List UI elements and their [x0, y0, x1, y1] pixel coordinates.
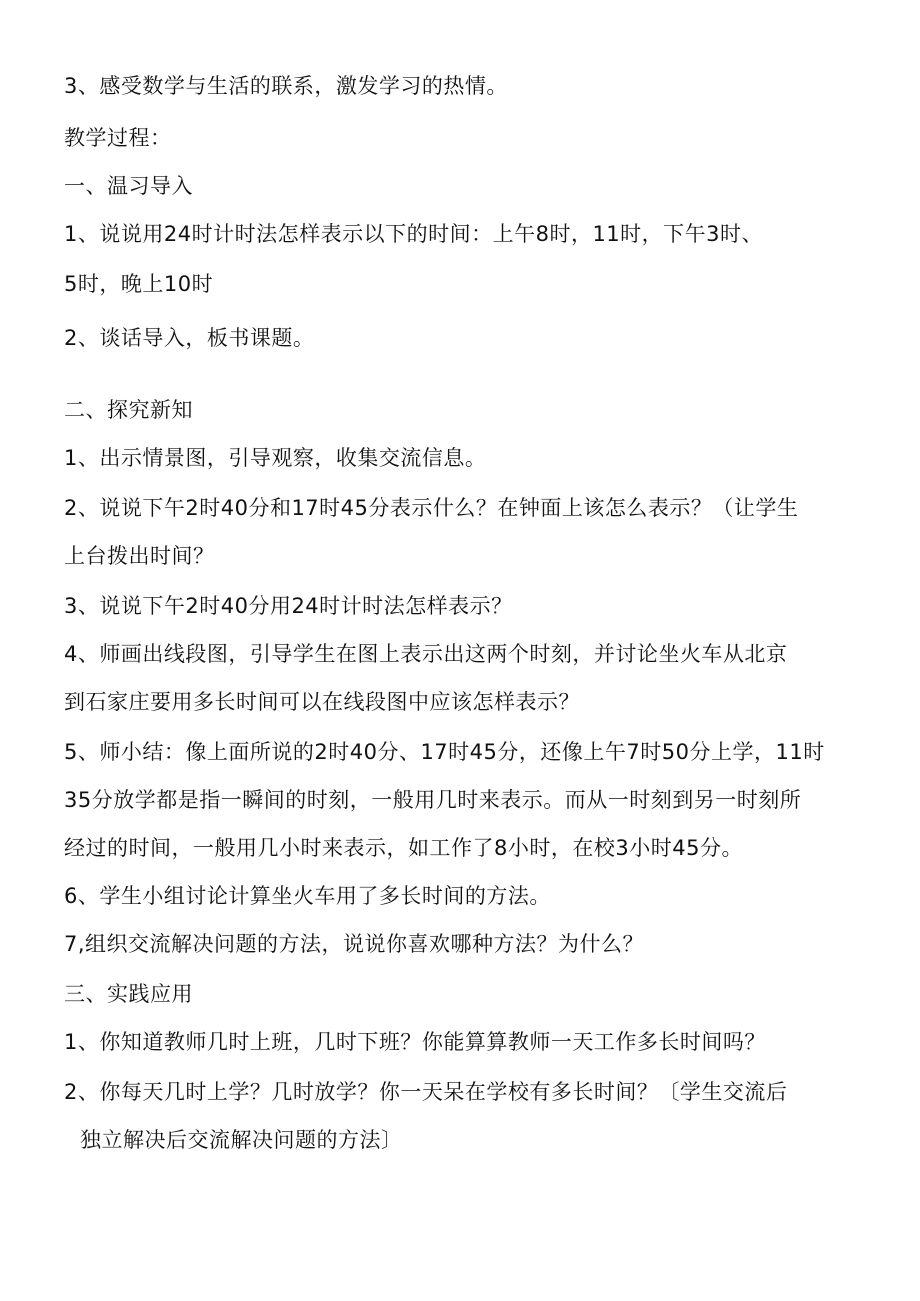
text-line: 1、说说用24时计时法怎样表示以下的时间：上午8时，11时，下午3时、: [64, 222, 764, 246]
text-line: 1、出示情景图，引导观察，收集交流信息。: [64, 446, 487, 470]
text-line: 经过的时间，一般用几小时来表示，如工作了8小时，在校3小时45分。: [64, 836, 743, 860]
text-line: 2、说说下午2时40分和17时45分表示什么？在钟面上该怎么表示？（让学生: [64, 496, 799, 520]
text-line: 5时，晚上10时: [64, 272, 214, 296]
text-line: 3、说说下午2时40分用24时计时法怎样表示？: [64, 594, 513, 618]
text-line: 7,组织交流解决问题的方法，说说你喜欢哪种方法？为什么？: [64, 932, 645, 956]
text-line: 6、学生小组讨论计算坐火车用了多长时间的方法。: [64, 884, 551, 908]
text-line: 上台拨出时间？: [64, 544, 215, 568]
text-line: 35分放学都是指一瞬间的时刻，一般用几时来表示。而从一时刻到另一时刻所: [64, 788, 802, 812]
text-line: 2、你每天几时上学？几时放学？你一天呆在学校有多长时间？〔学生交流后: [64, 1080, 788, 1104]
section-heading: 二、探究新知: [64, 398, 193, 422]
section-heading: 一、温习导入: [64, 174, 193, 198]
section-heading: 教学过程：: [64, 126, 172, 150]
text-line: 4、师画出线段图，引导学生在图上表示出这两个时刻，并讨论坐火车从北京: [64, 642, 788, 666]
section-heading: 三、实践应用: [64, 982, 193, 1006]
text-line: 2、谈话导入，板书课题。: [64, 326, 315, 350]
text-line: 3、感受数学与生活的联系，激发学习的热情。: [64, 74, 508, 98]
text-line: 5、师小结：像上面所说的2时40分、17时45分，还像上午7时50分上学，11时: [64, 740, 825, 764]
text-line: 1、你知道教师几时上班，几时下班？你能算算教师一天工作多长时间吗？: [64, 1030, 766, 1054]
text-line: 独立解决后交流解决问题的方法〕: [80, 1128, 403, 1152]
text-line: 到石家庄要用多长时间可以在线段图中应该怎样表示？: [64, 690, 580, 714]
